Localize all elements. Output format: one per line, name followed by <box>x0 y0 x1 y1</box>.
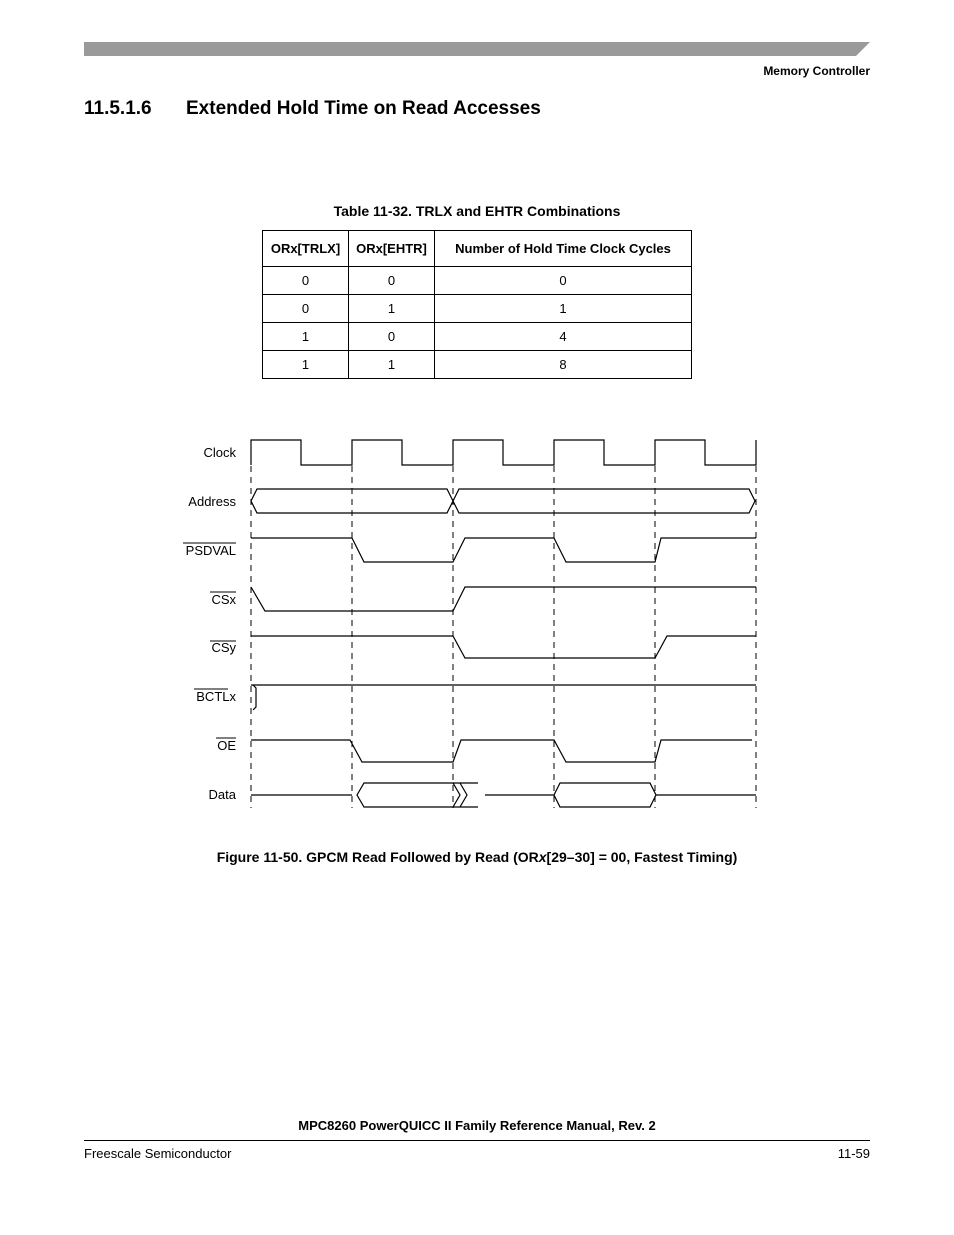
signal-label-clock: Clock <box>203 445 236 460</box>
csx-waveform <box>251 587 756 611</box>
section-title: Extended Hold Time on Read Accesses <box>186 98 541 119</box>
table-cell: 1 <box>349 351 435 379</box>
table-cell: 0 <box>349 323 435 351</box>
figure-caption-italic: x <box>538 849 547 865</box>
footer-company: Freescale Semiconductor <box>84 1146 232 1161</box>
bctlx-start-mark <box>253 685 256 710</box>
figure-caption <box>0 849 954 865</box>
signal-label-data: Data <box>208 787 236 802</box>
figure-caption-suffix: [29–30] = 00, Fastest Timing) <box>546 849 738 865</box>
running-header: Memory Controller <box>763 64 870 78</box>
table-cell: 1 <box>263 323 349 351</box>
table-cell: 1 <box>349 295 435 323</box>
footer-title: MPC8260 PowerQUICC II Family Reference Manual, Rev. 2 <box>298 1118 656 1133</box>
signal-label-psdval: PSDVAL <box>185 543 236 558</box>
data-valid-window-2 <box>554 783 656 807</box>
oe-waveform <box>251 740 752 762</box>
table-cell: 1 <box>435 295 692 323</box>
table-caption: Table 11-32. TRLX and EHTR Combinations <box>333 203 621 219</box>
table-cell: 0 <box>435 267 692 295</box>
table-cell: 8 <box>435 351 692 379</box>
footer-divider <box>84 1140 870 1141</box>
clock-waveform <box>251 440 756 465</box>
data-valid-window-1 <box>357 783 460 807</box>
page-number: 11-59 <box>837 1146 870 1161</box>
column-header: ORx[TRLX] <box>263 231 349 267</box>
table-cell: 0 <box>349 267 435 295</box>
data-hold-transition <box>460 783 467 807</box>
signal-label-bctlx: BCTLx <box>196 689 236 704</box>
table-cell: 0 <box>263 267 349 295</box>
table-cell: 0 <box>263 295 349 323</box>
signal-label-csx: CSx <box>211 592 236 607</box>
table-cell: 4 <box>435 323 692 351</box>
signal-label-oe: OE <box>217 738 236 753</box>
csy-waveform <box>251 636 756 658</box>
section-number: 11.5.1.6 <box>84 98 152 119</box>
psdval-waveform <box>251 538 756 562</box>
signal-label-address: Address <box>188 494 236 509</box>
address-waveform-2 <box>453 489 755 513</box>
figure-caption-prefix: Figure 11-50. GPCM Read Followed by Read (OR <box>216 849 539 865</box>
signal-label-csy: CSy <box>211 640 236 655</box>
active-low-overbars <box>183 543 236 738</box>
column-header: ORx[EHTR] <box>349 231 435 267</box>
column-header: Number of Hold Time Clock Cycles <box>435 231 692 267</box>
table-cell: 1 <box>263 351 349 379</box>
timing-reference-lines <box>251 466 756 808</box>
